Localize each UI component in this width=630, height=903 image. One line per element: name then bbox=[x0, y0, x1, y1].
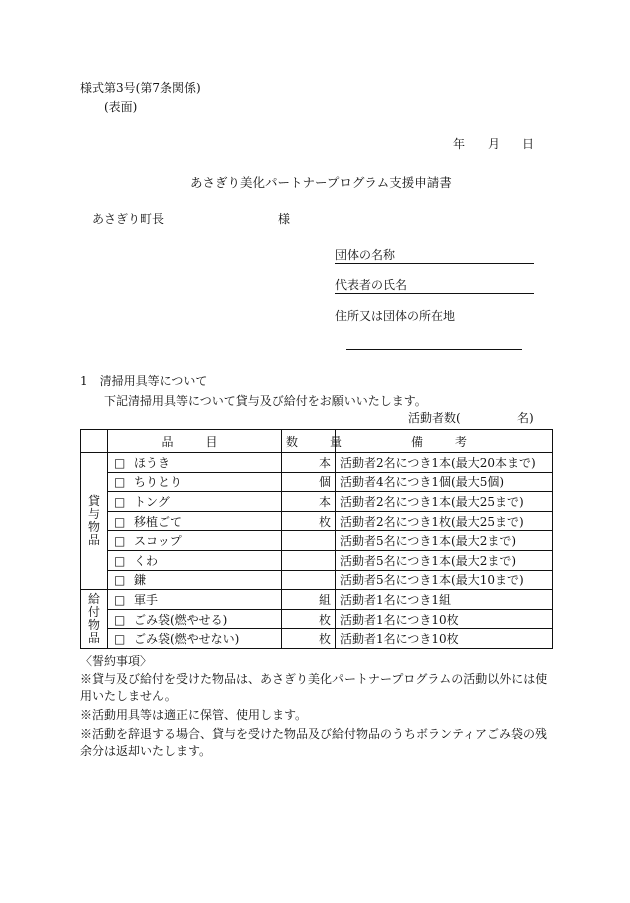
qty-cell[interactable] bbox=[282, 531, 336, 551]
table-row bbox=[81, 492, 553, 512]
section1-intro: 下記清掃用具等について貸与及び給付をお願いいたします。 bbox=[104, 394, 427, 408]
side-label: (表面) bbox=[104, 100, 138, 114]
org-name-label: 団体の名称 bbox=[335, 247, 534, 264]
table-row bbox=[81, 511, 553, 531]
qty-cell[interactable]: 組 bbox=[282, 590, 336, 610]
document-title: あさぎり美化パートナープログラム支援申請書 bbox=[190, 175, 452, 190]
qty-cell[interactable]: 本 bbox=[282, 492, 336, 512]
note-cell: 活動者1名につき1組 bbox=[336, 590, 553, 610]
qty-cell[interactable]: 枚 bbox=[282, 629, 336, 649]
note-cell: 活動者2名につき1枚(最大25まで) bbox=[336, 511, 553, 531]
pledge-heading: 〈誓約事項〉 bbox=[80, 654, 153, 668]
form-number: 様式第3号(第7条関係) bbox=[80, 81, 201, 95]
org-name-field[interactable] bbox=[335, 247, 534, 263]
checkbox[interactable]: □ bbox=[114, 534, 126, 549]
checkbox[interactable]: □ bbox=[114, 514, 126, 529]
item-cell[interactable]: □ くわ bbox=[108, 550, 282, 570]
pledge-item: ※活動用具等は適正に保管、使用します。 bbox=[80, 708, 308, 722]
note-column-header: 備 考 bbox=[336, 430, 553, 453]
checkbox[interactable]: □ bbox=[114, 494, 126, 509]
checkbox[interactable]: □ bbox=[114, 573, 126, 588]
rep-name-label: 代表者の氏名 bbox=[335, 277, 534, 294]
section1-heading: 1 清掃用具等について bbox=[80, 374, 208, 388]
item-cell[interactable]: □ ごみ袋(燃やせない) bbox=[108, 629, 282, 649]
items-table bbox=[80, 429, 553, 649]
note-cell: 活動者2名につき1本(最大25まで) bbox=[336, 492, 553, 512]
item-cell[interactable]: □ 軍手 bbox=[108, 590, 282, 610]
qty-cell[interactable]: 本 bbox=[282, 453, 336, 473]
item-cell[interactable]: □ ちりとり bbox=[108, 472, 282, 492]
checkbox[interactable]: □ bbox=[114, 553, 126, 568]
table-row bbox=[81, 531, 553, 551]
pledge-item: ※貸与及び給付を受けた物品は、あさぎり美化パートナープログラムの活動以外には使用いたしません。 bbox=[80, 672, 548, 703]
date-month-label: 月 bbox=[488, 137, 501, 151]
table-header-row bbox=[81, 430, 553, 453]
qty-cell[interactable] bbox=[282, 550, 336, 570]
date-year-label: 年 bbox=[453, 137, 466, 151]
group-label-lend: 貸 与 物 品 bbox=[81, 453, 108, 590]
note-cell: 活動者5名につき1本(最大2まで) bbox=[336, 550, 553, 570]
qty-cell[interactable] bbox=[282, 570, 336, 590]
item-column-header: 品 目 bbox=[108, 430, 282, 453]
table-row bbox=[81, 550, 553, 570]
pledge-item: ※活動を辞退する場合、貸与を受けた物品及び給付物品のうちボランティアごみ袋の残余分は返却いたします。 bbox=[80, 727, 548, 758]
qty-column-header: 数 量 bbox=[282, 430, 336, 453]
note-cell: 活動者5名につき1本(最大10まで) bbox=[336, 570, 553, 590]
note-cell: 活動者4名につき1個(最大5個) bbox=[336, 472, 553, 492]
qty-cell[interactable]: 個 bbox=[282, 472, 336, 492]
checkbox[interactable]: □ bbox=[114, 455, 126, 470]
participants-unit: 名) bbox=[517, 411, 534, 425]
participants-label: 活動者数( bbox=[408, 411, 461, 425]
group-label-supply: 給 付 物 品 bbox=[81, 590, 108, 649]
participants-count-field[interactable] bbox=[462, 411, 516, 425]
checkbox[interactable]: □ bbox=[114, 632, 126, 647]
checkbox[interactable]: □ bbox=[114, 475, 126, 490]
item-cell[interactable]: □ ほうき bbox=[108, 453, 282, 473]
qty-cell[interactable]: 枚 bbox=[282, 609, 336, 629]
address-label: 住所又は団体の所在地 bbox=[335, 309, 456, 323]
item-cell[interactable]: □ トング bbox=[108, 492, 282, 512]
addressee-name: あさぎり町長 bbox=[92, 212, 165, 226]
pledge-list bbox=[80, 671, 552, 760]
note-cell: 活動者2名につき1本(最大20本まで) bbox=[336, 453, 553, 473]
note-cell: 活動者1名につき10枚 bbox=[336, 629, 553, 649]
group-header-cell bbox=[81, 430, 108, 453]
checkbox[interactable]: □ bbox=[114, 612, 126, 627]
table-row bbox=[81, 629, 553, 649]
date-day-label: 日 bbox=[522, 137, 535, 151]
qty-cell[interactable]: 枚 bbox=[282, 511, 336, 531]
table-row bbox=[81, 570, 553, 590]
table-row bbox=[81, 590, 553, 610]
note-cell: 活動者1名につき10枚 bbox=[336, 609, 553, 629]
table-row bbox=[81, 472, 553, 492]
address-field[interactable] bbox=[346, 334, 522, 350]
rep-name-field[interactable] bbox=[335, 277, 534, 293]
checkbox[interactable]: □ bbox=[114, 592, 126, 607]
table-row bbox=[81, 453, 553, 473]
item-cell[interactable]: □ 移植ごて bbox=[108, 511, 282, 531]
note-cell: 活動者5名につき1本(最大2まで) bbox=[336, 531, 553, 551]
table-row bbox=[81, 609, 553, 629]
addressee-honorific: 様 bbox=[278, 212, 291, 226]
item-cell[interactable]: □ スコップ bbox=[108, 531, 282, 551]
item-cell[interactable]: □ 鎌 bbox=[108, 570, 282, 590]
item-cell[interactable]: □ ごみ袋(燃やせる) bbox=[108, 609, 282, 629]
